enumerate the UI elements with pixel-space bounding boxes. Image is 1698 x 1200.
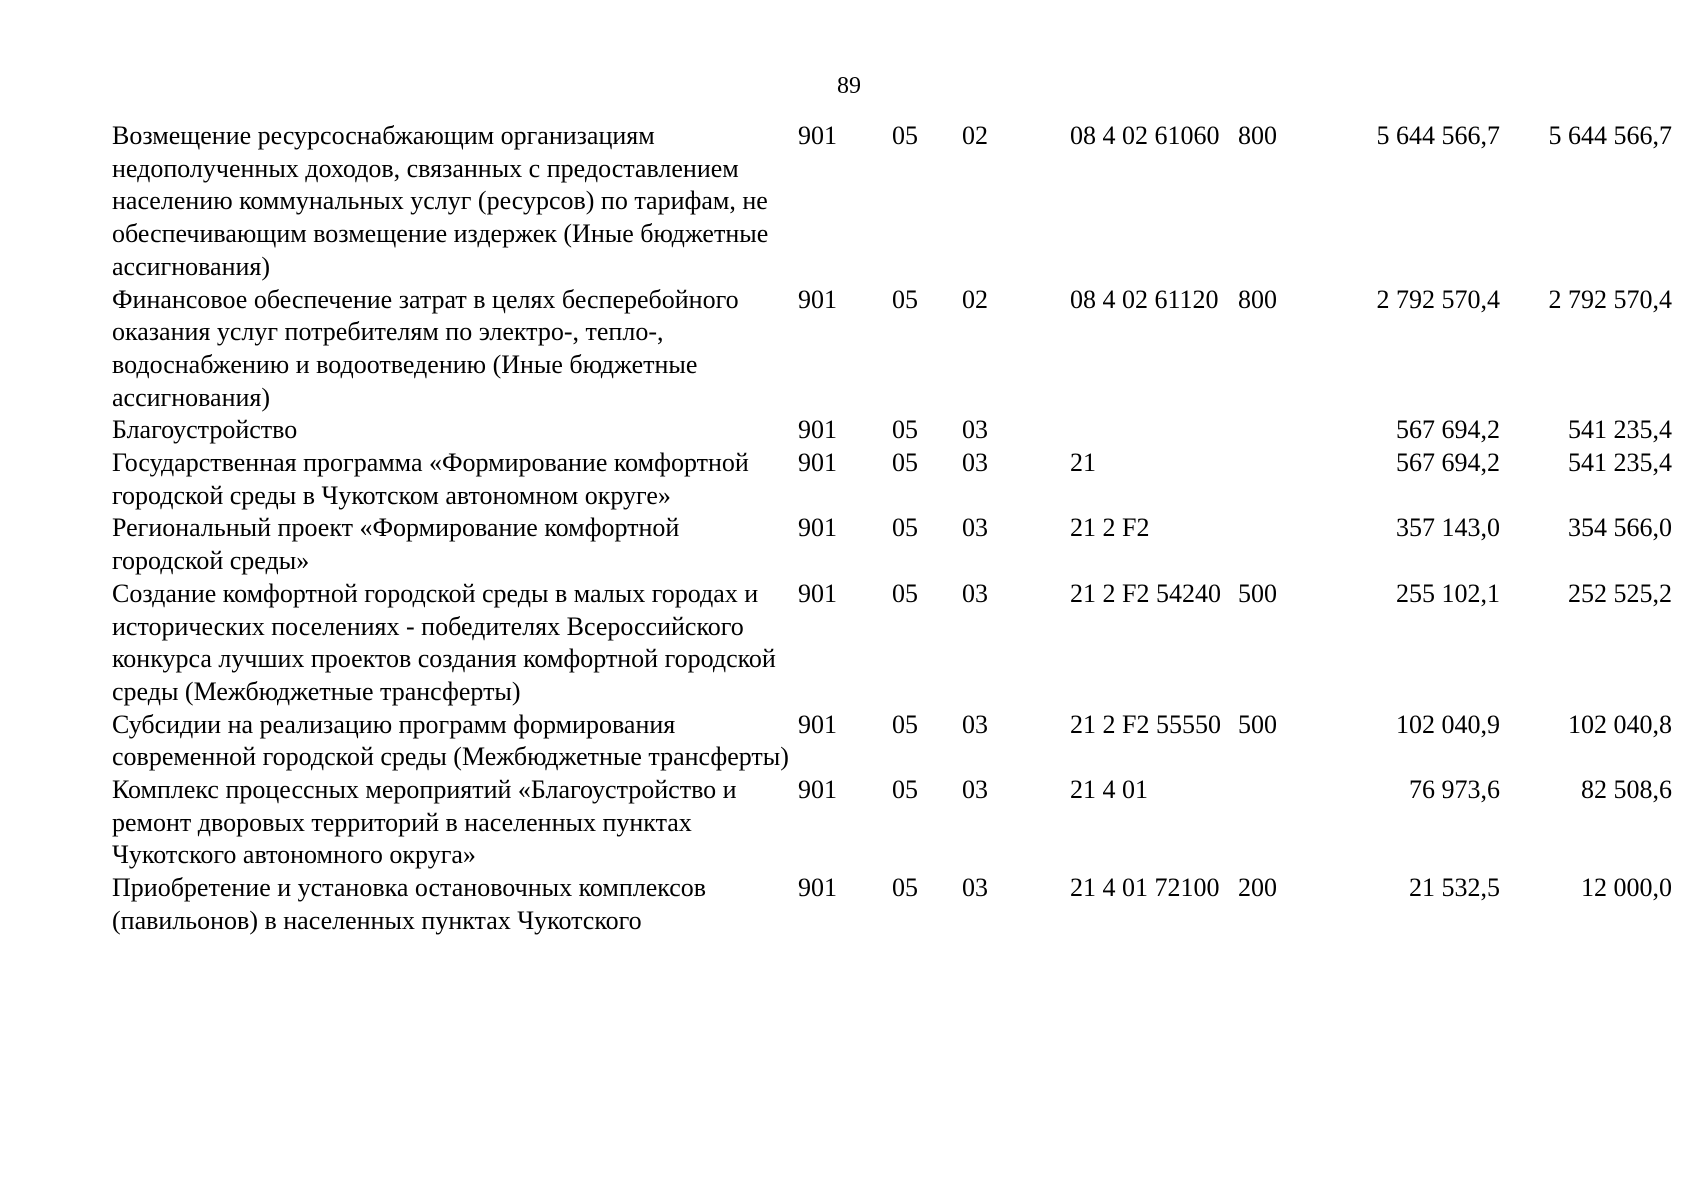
row-section-code: 05 [892,873,918,903]
row-section-code: 05 [892,284,918,314]
row-expense-type-code: 500 [1238,578,1277,608]
row-subsection-code: 03 [962,873,988,903]
row-target-article-code: 21 2 F2 [1070,513,1150,543]
row-ved-code: 901 [798,284,837,314]
row-sum-second-year: 5 644 566,7 [1548,121,1672,150]
page-number: 89 [837,73,861,99]
row-subsection-code: 02 [962,284,988,314]
row-expense-type-code [1232,414,1328,447]
table-row [112,578,1672,709]
row-ved-code: 901 [798,775,837,805]
row-sum-second-year: 354 566,0 [1568,513,1672,543]
row-target-article-code: 08 4 02 61060 [1070,121,1220,150]
row-name: Возмещение ресурсоснабжающим организациям недополученных доходов, связанных с предоставлением населению коммунальных услуг (ресурсов) по тарифам, не обеспечивающим возмещение издержек (Иные бюджетные ассигнования) [112,121,769,281]
row-section-code: 05 [892,513,918,543]
row-sum-second-year: 82 508,6 [1581,775,1672,805]
row-subsection-code: 03 [962,578,988,608]
row-ved-code: 901 [798,709,837,739]
row-target-article-code [1030,414,1232,447]
budget-table-body [112,120,1672,938]
row-sum-second-year: 102 040,8 [1568,709,1672,739]
row-sum-first-year: 255 102,1 [1396,578,1500,608]
row-section-code: 05 [892,709,918,739]
row-section-code: 05 [892,121,918,150]
table-row [112,120,1672,284]
table-row [112,774,1672,872]
row-ved-code: 901 [798,415,837,445]
row-subsection-code: 02 [962,121,988,150]
row-sum-second-year: 2 792 570,4 [1548,284,1672,314]
row-ved-code: 901 [798,513,837,543]
row-subsection-code: 03 [962,415,988,445]
row-subsection-code: 03 [962,709,988,739]
row-section-code: 05 [892,415,918,445]
row-sum-first-year: 567 694,2 [1396,448,1500,478]
row-ved-code: 901 [798,578,837,608]
row-target-article-code: 21 [1070,448,1096,478]
row-sum-second-year: 541 235,4 [1568,415,1672,445]
row-subsection-code: 03 [962,448,988,478]
budget-table [112,120,1672,938]
row-sum-first-year: 2 792 570,4 [1376,284,1500,314]
row-name: Финансовое обеспечение затрат в целях бесперебойного оказания услуг потребителям по электро-, тепло-, водоснабжению и водоотведению (Иные бюджетные ассигнования) [112,284,739,412]
row-name: Создание комфортной городской среды в малых городах и исторических поселениях - победителях Всероссийского конкурса лучших проектов создания комфортной городской среды (Межбюджетные трансферты) [112,578,776,706]
row-expense-type-code [1232,447,1328,512]
row-subsection-code: 03 [962,775,988,805]
row-target-article-code: 21 4 01 [1070,775,1148,805]
row-sum-first-year: 567 694,2 [1396,415,1500,445]
row-target-article-code: 21 2 F2 54240 [1070,578,1221,608]
row-target-article-code: 21 4 01 72100 [1070,873,1220,903]
row-expense-type-code [1232,512,1328,577]
table-row [112,512,1672,577]
row-sum-second-year: 252 525,2 [1568,578,1672,608]
row-name: Региональный проект «Формирование комфортной городской среды» [112,513,680,576]
row-section-code: 05 [892,448,918,478]
row-sum-first-year: 5 644 566,7 [1376,121,1500,150]
row-name: Субсидии на реализацию программ формирования современной городской среды (Межбюджетные трансферты) [112,709,789,772]
row-ved-code: 901 [798,121,837,150]
table-row [112,414,1672,447]
table-row [112,447,1672,512]
row-expense-type-code: 800 [1238,284,1277,314]
row-expense-type-code: 500 [1238,709,1277,739]
row-sum-first-year: 102 040,9 [1396,709,1500,739]
row-sum-first-year: 21 532,5 [1409,873,1500,903]
row-sum-first-year: 76 973,6 [1409,775,1500,805]
row-ved-code: 901 [798,448,837,478]
row-ved-code: 901 [798,873,837,903]
row-sum-second-year: 12 000,0 [1581,873,1672,903]
table-row [112,872,1672,937]
row-name: Комплекс процессных мероприятий «Благоустройство и ремонт дворовых территорий в населенных пунктах Чукотского автономного округа» [112,775,737,870]
table-row [112,284,1672,415]
row-expense-type-code: 200 [1238,873,1277,903]
row-sum-first-year: 357 143,0 [1396,513,1500,543]
row-subsection-code: 03 [962,513,988,543]
row-name: Государственная программа «Формирование комфортной городской среды в Чукотском автономном округе» [112,448,749,510]
row-section-code: 05 [892,775,918,805]
row-expense-type-code [1232,774,1328,872]
row-section-code: 05 [892,578,918,608]
row-name: Приобретение и установка остановочных комплексов (павильонов) в населенных пунктах Чукотского [112,873,707,935]
row-sum-second-year: 541 235,4 [1568,448,1672,478]
row-name: Благоустройство [112,415,298,445]
row-expense-type-code: 800 [1238,121,1277,150]
row-target-article-code: 21 2 F2 55550 [1070,709,1221,739]
table-row [112,709,1672,774]
row-target-article-code: 08 4 02 61120 [1070,284,1219,314]
